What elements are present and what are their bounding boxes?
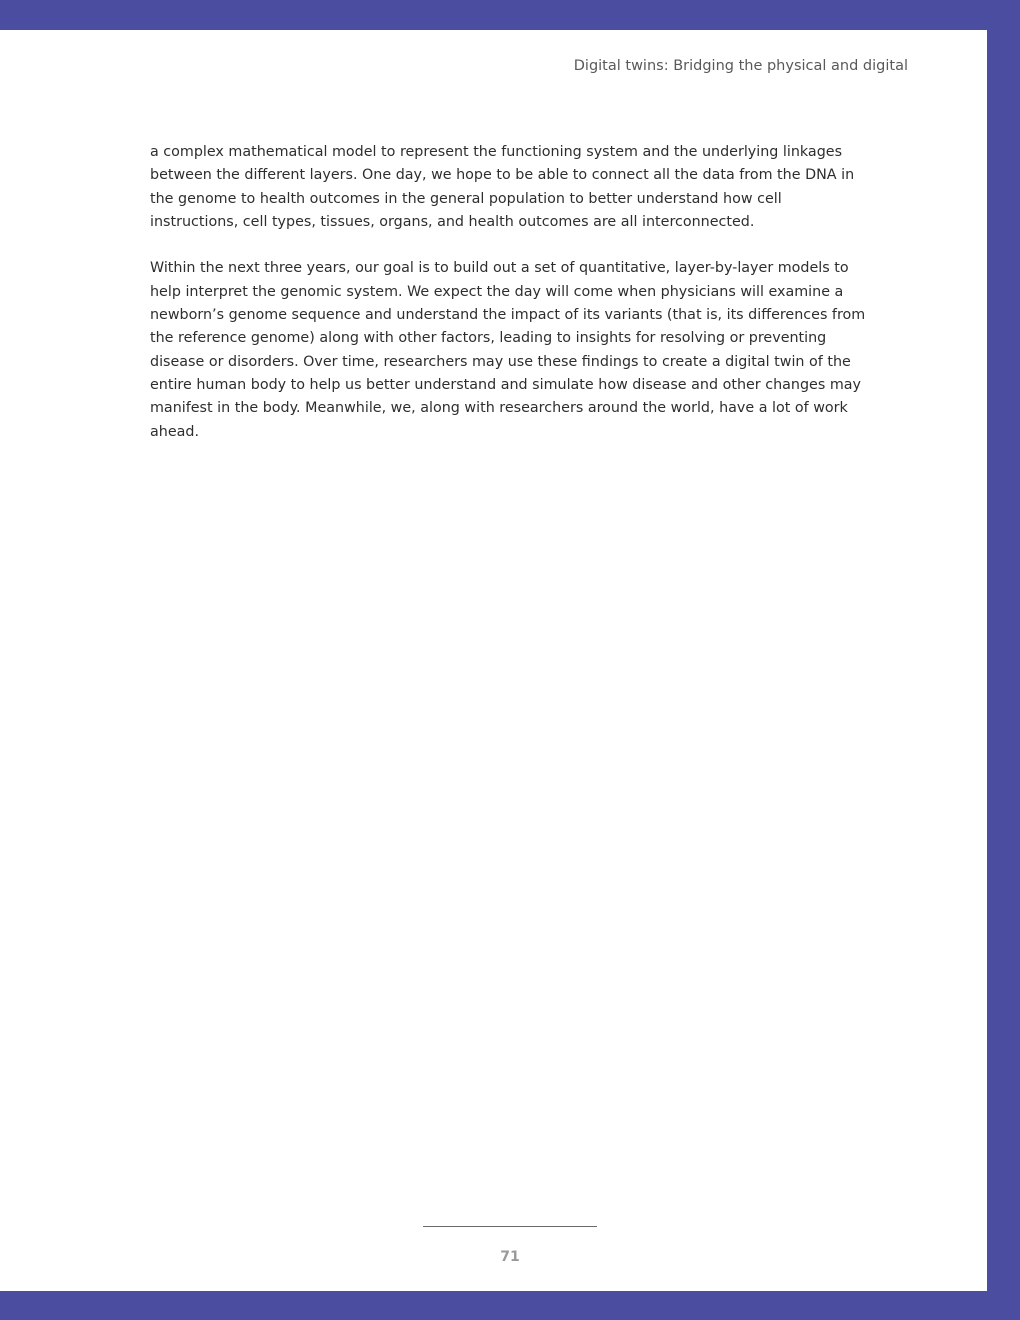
page-number: 71 [500, 1249, 520, 1265]
paragraph: Within the next three years, our goal is to build out a set of quantitative, layer-by-layer models to help interpret the genomic system. We expect the day will come when physicians will examine a newborn’s genome sequence and understand the impact of its variants (that is, its differences from the reference genome) along with other factors, leading to insights for resolving or preventing disease or disorders. Over time, researchers may use these findings to create a digital twin of the entire human body to help us better understand and simulate how disease and other changes may manifest in the body. Meanwhile, we, along with researchers around the world, have a lot of work ahead. [150, 260, 866, 440]
running-header: Digital twins: Bridging the physical and digital [573, 58, 908, 74]
document-page [0, 30, 987, 1291]
body-text [150, 141, 874, 467]
footer-divider [423, 1226, 597, 1227]
paragraph: a complex mathematical model to represent the functioning system and the underlying linkages between the different layers. One day, we hope to be able to connect all the data from the DNA in the genome to health outcomes in the general population to better understand how cell instructions, cell types, tissues, organs, and health outcomes are all interconnected. [150, 144, 855, 230]
